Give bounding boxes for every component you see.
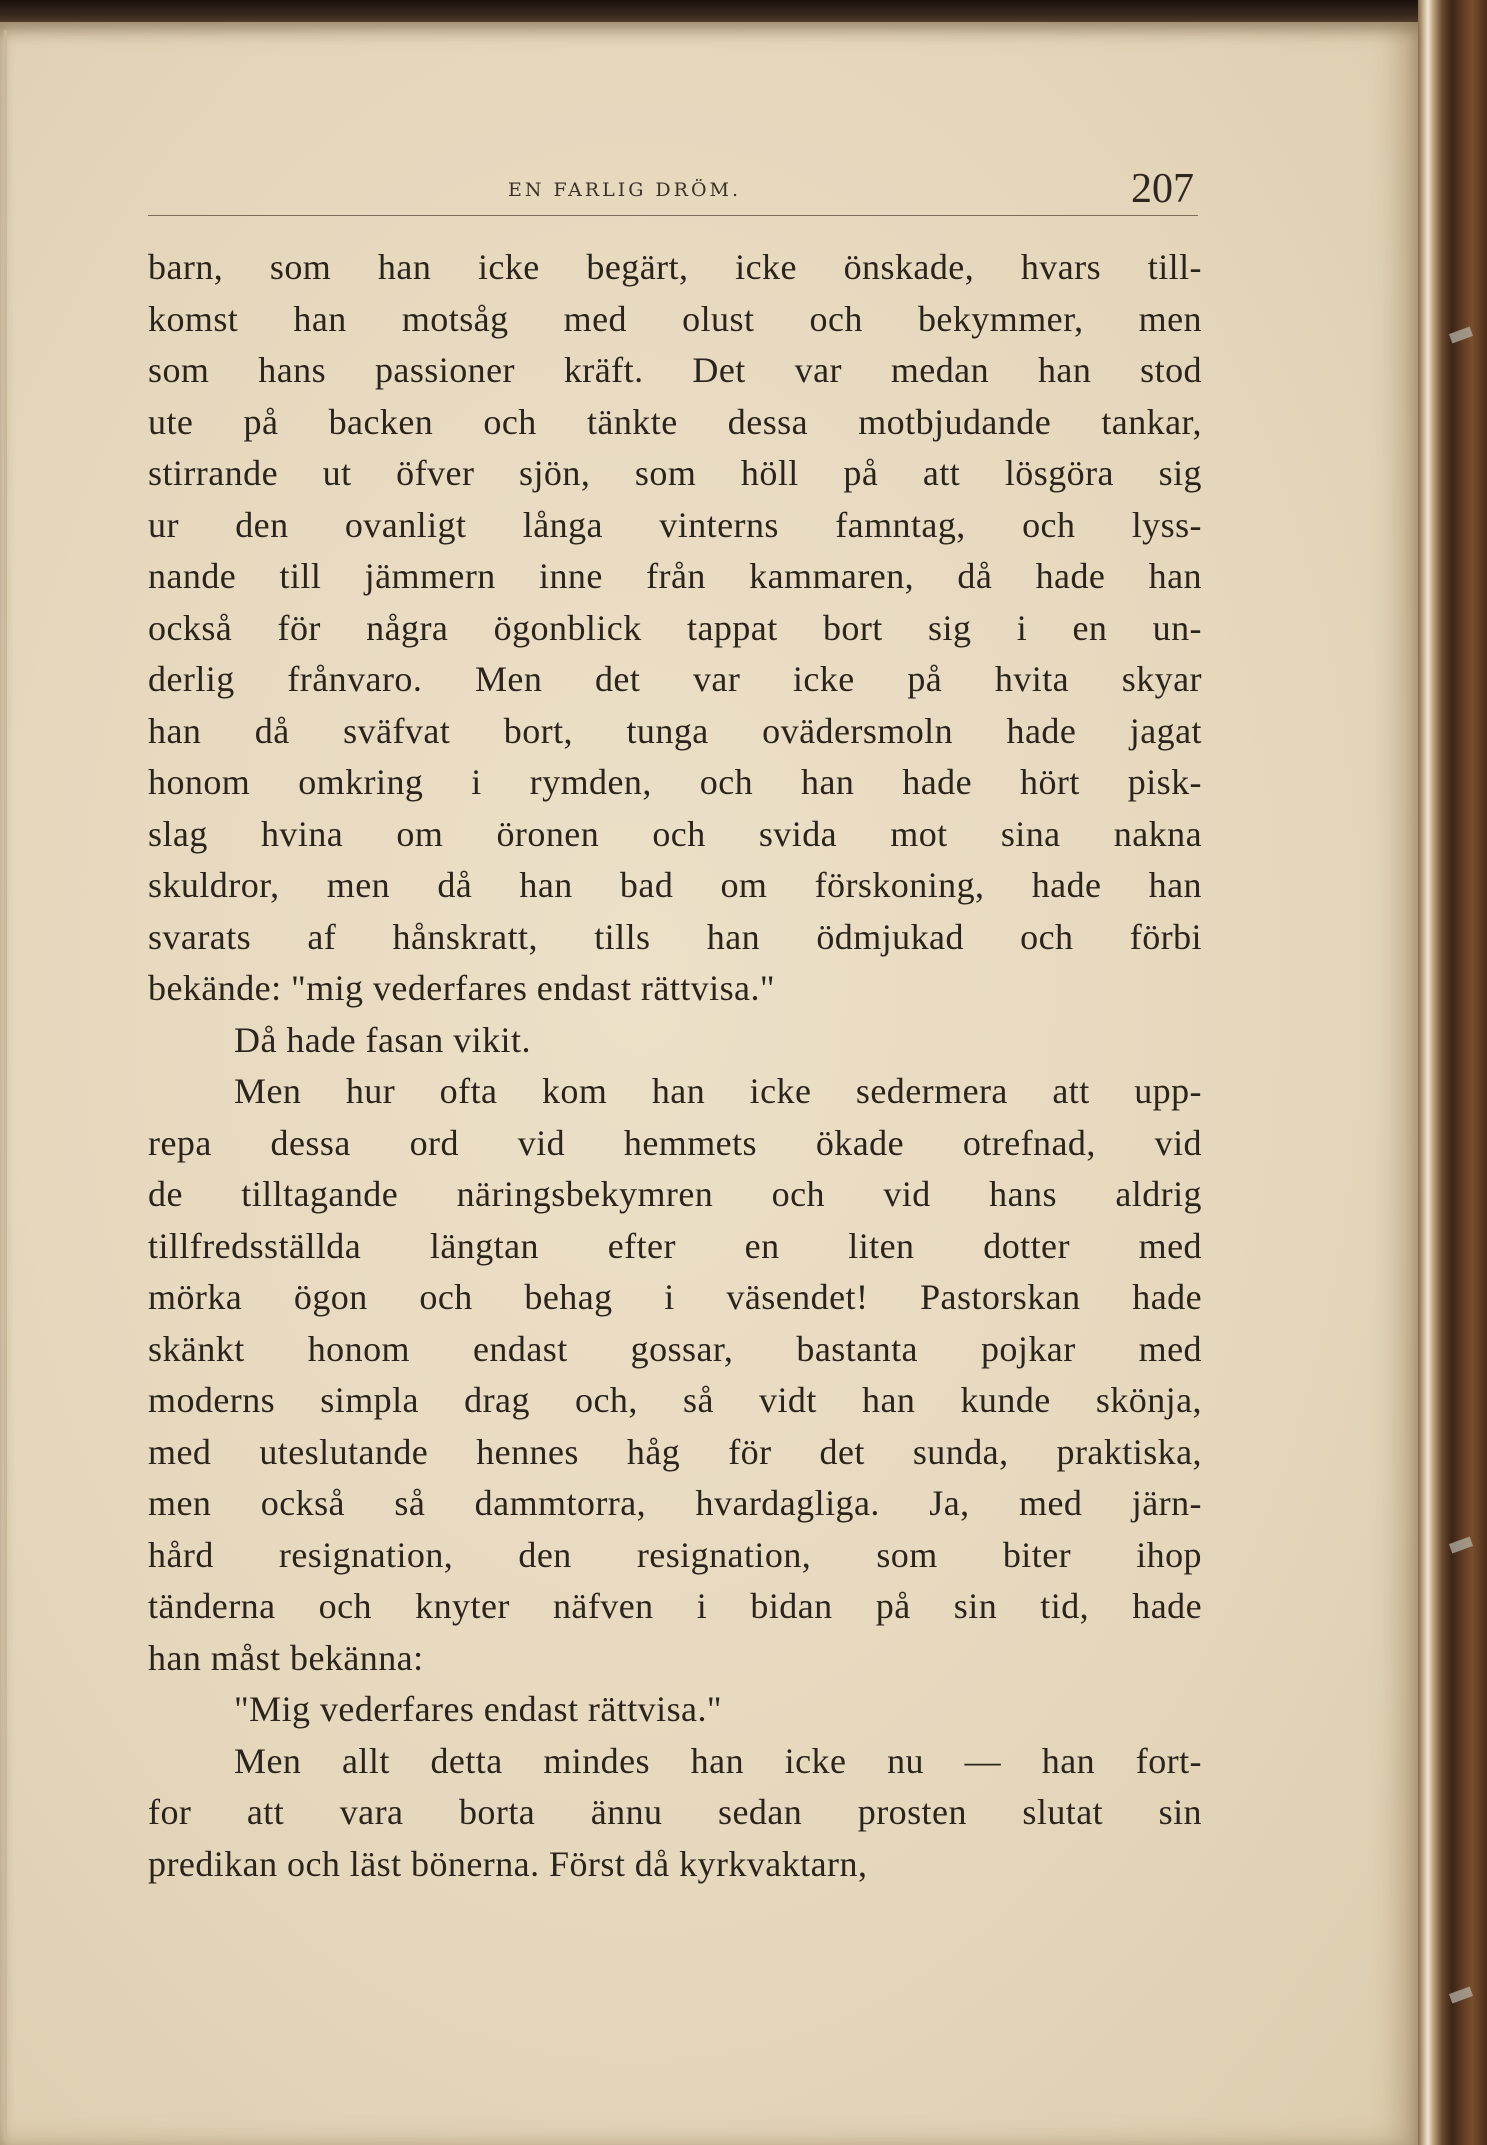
book-cover-edge [1418, 0, 1487, 2145]
text-line: också för några ögonblick tappat bort sig i en un- [148, 607, 1202, 648]
text-line: svarats af hånskratt, tills han ödmjukad och förbi [148, 916, 1202, 957]
text-line: bekände: "mig vederfares endast rättvisa." [148, 968, 776, 1008]
text-line: han då sväfvat bort, tunga ovädersmoln hade jagat [148, 710, 1202, 751]
text-line: hård resignation, den resignation, som biter ihop [148, 1534, 1202, 1575]
paragraph [148, 1736, 1202, 1891]
text-line: de tilltagande näringsbekymren och vid hans aldrig [148, 1174, 1202, 1214]
paragraph [148, 1684, 1202, 1736]
text-line: slag hvina om öronen och svida mot sina nakna [148, 813, 1202, 854]
text-line: skänkt honom endast gossar, bastanta pojkar med [148, 1328, 1202, 1369]
text-line: som hans passioner kräft. Det var medan han stod [148, 350, 1202, 390]
text-line: repa dessa ord vid hemmets ökade otrefnad, vid [148, 1122, 1202, 1163]
running-title: EN FARLIG DRÖM. [508, 179, 742, 201]
text-line: ute på backen och tänkte dessa motbjudande tankar, [148, 401, 1202, 442]
text-line: ur den ovanligt långa vinterns famntag, och lyss- [148, 504, 1202, 545]
text-line: honom omkring i rymden, och han hade hört pisk- [148, 762, 1202, 802]
text-line: barn, som han icke begärt, icke önskade, hvars till- [148, 247, 1202, 287]
text-line: for att vara borta ännu sedan prosten slutat sin [148, 1792, 1202, 1832]
text-line: nande till jämmern inne från kammaren, då hade han [148, 556, 1202, 596]
paragraph [148, 242, 1202, 1015]
text-line: mörka ögon och behag i väsendet! Pastorskan hade [148, 1277, 1202, 1317]
running-head [148, 165, 1198, 216]
body-text [148, 242, 1202, 1890]
text-line: derlig frånvaro. Men det var icke på hvita skyar [148, 659, 1202, 699]
page-gutter-line [4, 30, 7, 2140]
paragraph [148, 1066, 1202, 1684]
text-line: skuldror, men då han bad om förskoning, hade han [148, 865, 1202, 905]
text-line: moderns simpla drag och, så vidt han kunde skönja, [148, 1380, 1202, 1420]
text-line: Men hur ofta kom han icke sedermera att upp- [234, 1071, 1202, 1111]
text-line: tillfredsställda längtan efter en liten dotter med [148, 1225, 1202, 1266]
text-line: "Mig vederfares endast rättvisa." [234, 1689, 723, 1729]
paragraph [148, 1015, 1202, 1067]
text-line: men också så dammtorra, hvardagliga. Ja, med järn- [148, 1483, 1202, 1523]
page-number: 207 [1131, 166, 1194, 212]
text-line: Men allt detta mindes han icke nu — han fort- [234, 1740, 1202, 1781]
text-line: stirrande ut öfver sjön, som höll på att lösgöra sig [148, 453, 1202, 493]
text-line: predikan och läst bönerna. Först då kyrkvaktarn, [148, 1843, 868, 1884]
text-line: han måst bekänna: [148, 1637, 424, 1678]
text-line: med uteslutande hennes håg för det sunda, praktiska, [148, 1431, 1202, 1472]
text-line: Då hade fasan vikit. [234, 1019, 531, 1060]
text-line: komst han motsåg med olust och bekymmer, men [148, 298, 1202, 339]
text-line: tänderna och knyter näfven i bidan på sin tid, hade [148, 1586, 1202, 1626]
